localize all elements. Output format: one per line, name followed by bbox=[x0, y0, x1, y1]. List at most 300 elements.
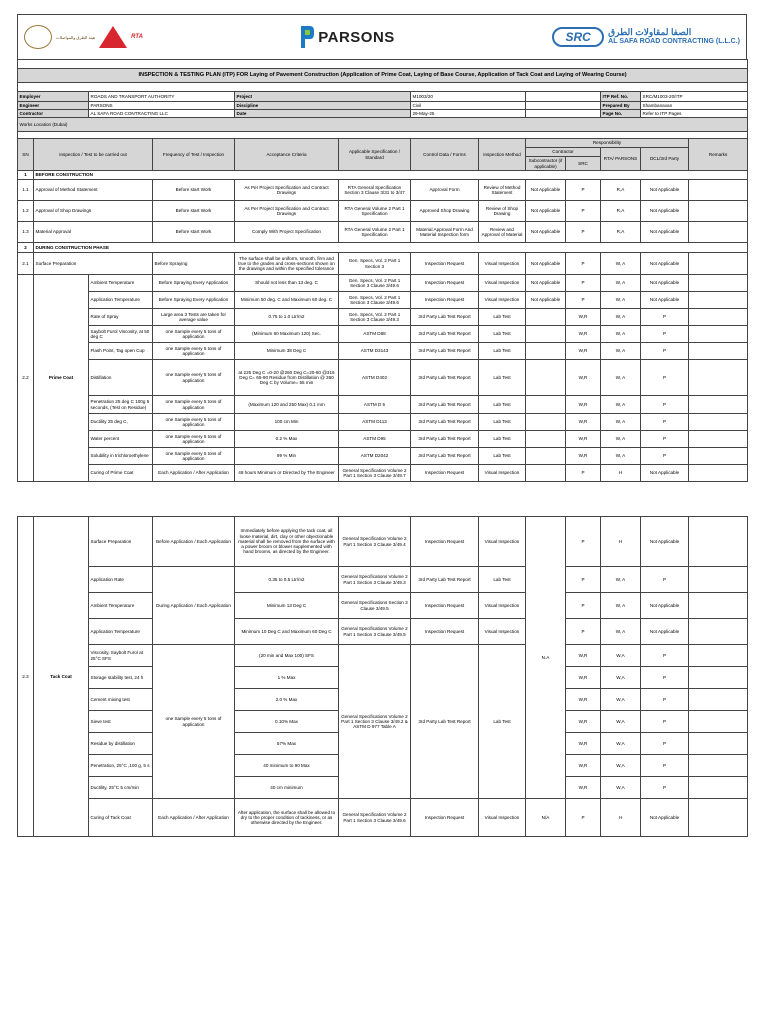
row-src: P bbox=[566, 465, 601, 482]
row-src: P bbox=[566, 222, 601, 243]
row-method: Lab Test bbox=[479, 343, 526, 360]
row-item: Surface Preparation bbox=[34, 253, 153, 275]
row-acceptance: As Per Project Specification and Contract Drawings bbox=[235, 201, 339, 222]
row-acceptance: 0.75 to 1.0 Ltr/m2 bbox=[235, 309, 339, 326]
row-dcl: P bbox=[641, 689, 689, 711]
row-rta: W, A bbox=[601, 567, 641, 593]
engineer-label: Engineer bbox=[18, 102, 89, 110]
row-item: Ambient Temperature bbox=[89, 593, 153, 619]
src-badge: SRC bbox=[552, 27, 604, 47]
row-remarks bbox=[689, 667, 748, 689]
col-spec: Applicable Specification / Standard bbox=[339, 139, 411, 171]
row-spec: ASTM D95 bbox=[339, 431, 411, 448]
table-row bbox=[18, 326, 748, 343]
row-rta: W, A bbox=[601, 619, 641, 645]
row-rta: H bbox=[601, 465, 641, 482]
tack-coat-label: Tack Coat bbox=[34, 517, 89, 837]
row-dcl: P bbox=[641, 309, 689, 326]
row-src: P bbox=[566, 292, 601, 309]
row-remarks bbox=[689, 309, 748, 326]
row-item: Flash Point, Tag open Cup bbox=[89, 343, 153, 360]
row-frequency: Each Application / After Application bbox=[153, 465, 235, 482]
row-subcontractor bbox=[526, 360, 566, 396]
row-rta: W,A bbox=[601, 689, 641, 711]
section-1-number: 1 bbox=[18, 171, 34, 180]
row-item: Application Rate bbox=[89, 567, 153, 593]
row-rta: W, A bbox=[601, 414, 641, 431]
row-control: Inspection Request bbox=[411, 292, 479, 309]
row-item: Application Temperature bbox=[89, 619, 153, 645]
parsons-wordmark: PARSONS bbox=[318, 28, 395, 46]
row-item: Rate of Spray bbox=[89, 309, 153, 326]
row-item: Saybolt Furol Viscosity, at 50 deg C bbox=[89, 326, 153, 343]
col-src: SRC bbox=[566, 157, 601, 171]
row-sn: 1.1 bbox=[18, 180, 34, 201]
row-acceptance: Should not less than 13 deg. C bbox=[235, 275, 339, 292]
row-control: 3rd Party Lab Test Report bbox=[411, 326, 479, 343]
row-src: P bbox=[566, 180, 601, 201]
row-dcl: Not Applicable bbox=[641, 222, 689, 243]
row-src: W,R bbox=[566, 431, 601, 448]
row-remarks bbox=[689, 799, 748, 837]
col-dcl: DCL/3rd Party bbox=[641, 148, 689, 171]
table-row bbox=[18, 431, 748, 448]
row-spec: General Specifications Volume 2 Part 1 Section 3 Clause 3/49.3 bbox=[339, 567, 411, 593]
row-item: Curing of Tack Coat bbox=[89, 799, 153, 837]
row-src: P bbox=[566, 201, 601, 222]
prepared-label: Prepared By bbox=[601, 102, 641, 110]
row-spec: ASTM D3143 bbox=[339, 343, 411, 360]
contractor-label: Contractor bbox=[18, 110, 89, 118]
row-src: W,R bbox=[566, 326, 601, 343]
row-remarks bbox=[689, 645, 748, 667]
row-control: Inspection Request bbox=[411, 465, 479, 482]
row-rta: W, A bbox=[601, 431, 641, 448]
row-spec: ASTM D402 bbox=[339, 360, 411, 396]
logo-header bbox=[17, 14, 747, 59]
row-control: 3rd Party Lab Test Report bbox=[411, 414, 479, 431]
table-row bbox=[18, 343, 748, 360]
row-rta: H bbox=[601, 799, 641, 837]
discipline-label: Discipline bbox=[235, 102, 411, 110]
row-acceptance: 40 cm minimum bbox=[235, 777, 339, 799]
table-row bbox=[18, 222, 748, 243]
table-row bbox=[18, 517, 748, 567]
itp-ref-label: ITP Ref. No. bbox=[601, 92, 641, 102]
row-spec: General Specifications Volume 2 Part 1 Section 3 Clause 3/49.2 & ASTM D 977 Table A bbox=[339, 645, 411, 799]
row-dcl: P bbox=[641, 567, 689, 593]
section-2-number: 2 bbox=[18, 243, 34, 253]
table-row bbox=[18, 253, 748, 275]
table-row bbox=[18, 448, 748, 465]
row-rta: W, A bbox=[601, 593, 641, 619]
row-frequency: Large area 3 Tests are taken for average value bbox=[153, 309, 235, 326]
row-rta: W, A bbox=[601, 396, 641, 414]
row-remarks bbox=[689, 222, 748, 243]
row-src: P bbox=[566, 517, 601, 567]
row-control: 3rd Party Lab Test Report bbox=[411, 431, 479, 448]
row-rta: W,A bbox=[601, 711, 641, 733]
row-rta: W, A bbox=[601, 448, 641, 465]
parsons-logo bbox=[300, 26, 395, 48]
row-subcontractor: Not Applicable bbox=[526, 222, 566, 243]
col-rta-parsons: RTA/ PARSONS bbox=[601, 148, 641, 171]
row-item: Material Approval bbox=[34, 222, 153, 243]
row-control: 3rd Party Lab Test Report bbox=[411, 645, 479, 799]
col-contractor: Contractor bbox=[526, 148, 601, 157]
employer-value: ROADS AND TRANSPORT AUTHORITY bbox=[89, 92, 235, 102]
prime-coat-label: Prime Coat bbox=[34, 275, 89, 482]
row-acceptance: 0.2 % Max bbox=[235, 431, 339, 448]
row-acceptance: Immediately before applying the tack coat, all loose material, dirt, clay or other objectionable material shall be removed from the surface with a power broom or blower supplemented with hand brooms, as directed by the Engineer. bbox=[235, 517, 339, 567]
row-dcl: P bbox=[641, 733, 689, 755]
row-control: 3rd Party Lab Test Report bbox=[411, 567, 479, 593]
row-frequency: Before start Work bbox=[153, 180, 235, 201]
row-dcl: P bbox=[641, 667, 689, 689]
row-control: Inspection Request bbox=[411, 593, 479, 619]
row-dcl: Not Applicable bbox=[641, 275, 689, 292]
row-spec: Gen. Specs, Vol. 2 Part 1 Section 3 Clause 3/49.6 bbox=[339, 275, 411, 292]
row-control: Approved Shop Drawing bbox=[411, 201, 479, 222]
row-item: Curing of Prime Coat bbox=[89, 465, 153, 482]
row-control: 3rd Party Lab Test Report bbox=[411, 360, 479, 396]
row-spec: General Specifications Volume 2 Part 1 Section 3 Clause 3/49.5 bbox=[339, 619, 411, 645]
row-dcl: P bbox=[641, 360, 689, 396]
row-acceptance: After application, the surface shall be allowed to dry to the proper condition of tackiness, or as otherwise directed by the Engineer. bbox=[235, 799, 339, 837]
row-acceptance: (Minimum 60 Maximum 120) Sec. bbox=[235, 326, 339, 343]
row-src: W,R bbox=[566, 755, 601, 777]
row-method: Visual Inspection bbox=[479, 292, 526, 309]
row-acceptance: Comply With Project Specification bbox=[235, 222, 339, 243]
table-row bbox=[18, 180, 748, 201]
row-acceptance: Minimum 50 deg. C and Maximum 60 deg. C bbox=[235, 292, 339, 309]
row-dcl: Not Applicable bbox=[641, 180, 689, 201]
section-2-title: DURING CONSTRUCTION PHASE bbox=[34, 243, 748, 253]
page-value: Refer to ITP Pages bbox=[641, 110, 748, 118]
row-sn: 1.2 bbox=[18, 201, 34, 222]
table-row bbox=[18, 309, 748, 326]
row-remarks bbox=[689, 360, 748, 396]
contractor-value: AL SAFA ROAD CONTRACTING LLC bbox=[89, 110, 235, 118]
row-dcl: Not Applicable bbox=[641, 465, 689, 482]
row-dcl: P bbox=[641, 343, 689, 360]
row-rta: W,A bbox=[601, 755, 641, 777]
project-label: Project bbox=[235, 92, 411, 102]
src-arabic-name: الصفا لمقاولات الطرق bbox=[608, 27, 692, 38]
row-acceptance: 0.10% Max bbox=[235, 711, 339, 733]
row-subcontractor bbox=[526, 448, 566, 465]
row-subcontractor: Not Applicable bbox=[526, 292, 566, 309]
row-control: Inspection Request bbox=[411, 517, 479, 567]
row-remarks bbox=[689, 253, 748, 275]
date-value: 29-May-25 bbox=[411, 110, 526, 118]
row-item: Ductility, 25°C 5 cm/min bbox=[89, 777, 153, 799]
row-remarks bbox=[689, 326, 748, 343]
prime-coat-rows bbox=[18, 275, 748, 482]
row-method: Visual Inspection bbox=[479, 465, 526, 482]
row-src: W,R bbox=[566, 360, 601, 396]
row-frequency: Before start Work bbox=[153, 222, 235, 243]
row-src: P bbox=[566, 799, 601, 837]
row-acceptance: 99 % Min bbox=[235, 448, 339, 465]
row-dcl: Not Applicable bbox=[641, 619, 689, 645]
row-control: 3rd Party Lab Test Report bbox=[411, 343, 479, 360]
row-rta: W, A bbox=[601, 253, 641, 275]
row-spec: RTA General Volume 2 Part 1 Specification bbox=[339, 222, 411, 243]
row-remarks bbox=[689, 201, 748, 222]
row-src: W,R bbox=[566, 448, 601, 465]
row-remarks bbox=[689, 517, 748, 567]
row-control: Inspection Request bbox=[411, 799, 479, 837]
project-value: M1003/20 bbox=[411, 92, 526, 102]
row-method: Visual Inspection bbox=[479, 275, 526, 292]
row-remarks bbox=[689, 292, 748, 309]
row-subcontractor: Not Applicable bbox=[526, 180, 566, 201]
table-row bbox=[18, 465, 748, 482]
row-subcontractor: N.A bbox=[526, 517, 566, 799]
row-remarks bbox=[689, 343, 748, 360]
row-acceptance: (Maximum 120 and 250 Max) 0.1 mm bbox=[235, 396, 339, 414]
row-rta: R,A bbox=[601, 222, 641, 243]
row-src: W,R bbox=[566, 343, 601, 360]
row-dcl: P bbox=[641, 711, 689, 733]
row-frequency: one Sample every 5 tons of application bbox=[153, 360, 235, 396]
row-remarks bbox=[689, 448, 748, 465]
row-spec: RTA General Specification Section 3 Clause 3/31 to 3/47 bbox=[339, 180, 411, 201]
table-row bbox=[18, 799, 748, 837]
row-src: P bbox=[566, 619, 601, 645]
row-subcontractor bbox=[526, 309, 566, 326]
row-acceptance: 0.35 to 0.5 Ltr/m2 bbox=[235, 567, 339, 593]
row-spec: General Specification Volume 2 Part 1 Section 3 Clause 3/49.7 bbox=[339, 465, 411, 482]
table-row bbox=[18, 292, 748, 309]
table-row bbox=[18, 396, 748, 414]
row-rta: W,A bbox=[601, 777, 641, 799]
prime-coat-sn: 2.2 bbox=[18, 275, 34, 482]
row-rta: W, A bbox=[601, 343, 641, 360]
row-acceptance: 100 cm Min bbox=[235, 414, 339, 431]
row-rta: W, A bbox=[601, 360, 641, 396]
row-spec: Gen. Specs, Vol. 2 Part 1 Section 3 bbox=[339, 253, 411, 275]
row-item: Application Temperature bbox=[89, 292, 153, 309]
col-control: Control Data / Forms bbox=[411, 139, 479, 171]
row-remarks bbox=[689, 275, 748, 292]
row-spec: ASTM D2042 bbox=[339, 448, 411, 465]
row-dcl: P bbox=[641, 777, 689, 799]
row-frequency: Before Application / Each Application bbox=[153, 517, 235, 567]
row-dcl: P bbox=[641, 645, 689, 667]
row-acceptance: The surface shall be uniform, smooth, firm and true to the grades and cross-sections shown on the drawings and within the specified tolerance bbox=[235, 253, 339, 275]
row-acceptance: 40 minimum to 90 Max bbox=[235, 755, 339, 777]
row-sn: 2.1 bbox=[18, 253, 34, 275]
employer-label: Employer bbox=[18, 92, 89, 102]
col-acceptance: Acceptance Criteria bbox=[235, 139, 339, 171]
row-frequency: Before Spraying Every Application bbox=[153, 275, 235, 292]
row-rta: W,A bbox=[601, 645, 641, 667]
row-acceptance: (20 min and Max 100) SFS bbox=[235, 645, 339, 667]
row-src: W,R bbox=[566, 414, 601, 431]
row-rta: W, A bbox=[601, 326, 641, 343]
row-subcontractor bbox=[526, 431, 566, 448]
row-frequency: Before Spraying bbox=[153, 253, 235, 275]
row-item: Surface Preparation bbox=[89, 517, 153, 567]
table-row bbox=[18, 414, 748, 431]
row-spec: General Specification Volume 2 Part 1 Section 3 Clause 3/49.4 bbox=[339, 517, 411, 567]
row-rta: W,A bbox=[601, 667, 641, 689]
row-item: Penetration 25 deg C 100g 5 seconds, (Test on Residue) bbox=[89, 396, 153, 414]
row-subcontractor bbox=[526, 343, 566, 360]
row-control: 3rd Party Lab Test Report bbox=[411, 309, 479, 326]
row-acceptance: 48 hours Minimum or Directed by The Engineer bbox=[235, 465, 339, 482]
row-acceptance: 1 % Max bbox=[235, 667, 339, 689]
page-label: Page No. bbox=[601, 110, 641, 118]
row-item: Viscosity, Saybolt Furol at 25°C SFS bbox=[89, 645, 153, 667]
row-dcl: P bbox=[641, 326, 689, 343]
client-logos bbox=[24, 25, 143, 49]
row-method: Visual Inspection bbox=[479, 799, 526, 837]
row-frequency: one Sample every 5 tons of application bbox=[153, 431, 235, 448]
row-method: Visual Inspection bbox=[479, 517, 526, 567]
row-remarks bbox=[689, 465, 748, 482]
row-remarks bbox=[689, 777, 748, 799]
row-rta: R,A bbox=[601, 180, 641, 201]
document-title: INSPECTION & TESTING PLAN (ITP) FOR Laying of Pavement Construction (Application of Prime Coat, Laying of Base Course, Application of Tack Coat and Laying of Wearing Course) bbox=[18, 69, 748, 83]
rta-arabic-caption: هيئة الطرق والمواصلات bbox=[56, 34, 96, 40]
row-rta: W, A bbox=[601, 309, 641, 326]
row-control: Inspection Request bbox=[411, 275, 479, 292]
row-item: Approval of Method Statement bbox=[34, 180, 153, 201]
row-rta: W, A bbox=[601, 292, 641, 309]
tack-coat-rows bbox=[18, 517, 748, 837]
row-item: Residue by distillation bbox=[89, 733, 153, 755]
col-frequency: Frequency of Test / Inspection bbox=[153, 139, 235, 171]
row-frequency: Before start Work bbox=[153, 201, 235, 222]
row-src: W,R bbox=[566, 777, 601, 799]
table-row bbox=[18, 567, 748, 593]
row-control: Inspection Request bbox=[411, 253, 479, 275]
row-method: Review of Shop Drawing bbox=[479, 201, 526, 222]
row-item: Distillation bbox=[89, 360, 153, 396]
row-dcl: Not Applicable bbox=[641, 201, 689, 222]
row-item: Ductility 25 deg C, bbox=[89, 414, 153, 431]
row-method: Lab Test bbox=[479, 448, 526, 465]
table-row bbox=[18, 619, 748, 645]
date-label: Date bbox=[235, 110, 411, 118]
row-dcl: Not Applicable bbox=[641, 292, 689, 309]
row-method: Review of Method Statement bbox=[479, 180, 526, 201]
row-subcontractor: Not Applicable bbox=[526, 275, 566, 292]
row-subcontractor: Not Applicable bbox=[526, 201, 566, 222]
row-frequency: one Sample every 5 tons of application bbox=[153, 448, 235, 465]
dubai-government-logo bbox=[24, 25, 52, 49]
row-acceptance: at 225 Deg C =0-20 @260 Deg C=20-60 @316 Deg C= 65-90 Residue from Distillation @ 360 Deg C by Volume= 55 min bbox=[235, 360, 339, 396]
row-dcl: Not Applicable bbox=[641, 799, 689, 837]
row-remarks bbox=[689, 619, 748, 645]
row-method: Lab Test bbox=[479, 360, 526, 396]
row-dcl: P bbox=[641, 755, 689, 777]
table-row bbox=[18, 593, 748, 619]
itp-table-tack-coat bbox=[17, 516, 748, 837]
col-remarks: Remarks bbox=[689, 139, 748, 171]
row-subcontractor bbox=[526, 414, 566, 431]
row-item: Solubility in trichloroethylene bbox=[89, 448, 153, 465]
row-dcl: Not Applicable bbox=[641, 253, 689, 275]
works-location: Works Location (Dubai) bbox=[18, 118, 748, 132]
row-subcontractor bbox=[526, 396, 566, 414]
row-spec: General Specification Volume 2 Part 1 Section 3 Clause 3/49.6 bbox=[339, 799, 411, 837]
row-control: Approval Form bbox=[411, 180, 479, 201]
table-row bbox=[18, 360, 748, 396]
row-acceptance: As Per Project Specification and Contract Drawings bbox=[235, 180, 339, 201]
row-method: Lab Test bbox=[479, 309, 526, 326]
row-method: Lab Test bbox=[479, 567, 526, 593]
row-sn: 1.3 bbox=[18, 222, 34, 243]
row-frequency: During Application / Each Application bbox=[153, 567, 235, 645]
row-control: Inspection Request bbox=[411, 619, 479, 645]
row-rta: H bbox=[601, 517, 641, 567]
discipline-value: Civil bbox=[411, 102, 526, 110]
row-item: Cement mixing test bbox=[89, 689, 153, 711]
row-method: Visual Inspection bbox=[479, 619, 526, 645]
row-frequency: Each Application / After Application bbox=[153, 799, 235, 837]
row-dcl: Not Applicable bbox=[641, 593, 689, 619]
prepared-value: Shambanavan bbox=[641, 102, 748, 110]
row-item: Sieve test bbox=[89, 711, 153, 733]
row-frequency: one Sample every 5 tons of application bbox=[153, 326, 235, 343]
row-method: Visual Inspection bbox=[479, 593, 526, 619]
row-rta: R,A bbox=[601, 201, 641, 222]
row-method: Lab Test bbox=[479, 414, 526, 431]
row-spec: ASTM D113 bbox=[339, 414, 411, 431]
row-acceptance: 57% Max bbox=[235, 733, 339, 755]
row-src: W,R bbox=[566, 396, 601, 414]
row-dcl: P bbox=[641, 448, 689, 465]
row-item: Water percent bbox=[89, 431, 153, 448]
engineer-value: PARSONS bbox=[89, 102, 235, 110]
row-src: P bbox=[566, 567, 601, 593]
row-method: Visual Inspection bbox=[479, 253, 526, 275]
row-dcl: Not Applicable bbox=[641, 517, 689, 567]
row-remarks bbox=[689, 396, 748, 414]
src-company-name: AL SAFA ROAD CONTRACTING (L.L.C.) bbox=[608, 38, 740, 46]
col-inspection: Inspection / Test to be carried out bbox=[34, 139, 153, 171]
row-remarks bbox=[689, 711, 748, 733]
row-dcl: P bbox=[641, 414, 689, 431]
row-subcontractor bbox=[526, 465, 566, 482]
row-control: 3rd Party Lab Test Report bbox=[411, 396, 479, 414]
row-rta: W, A bbox=[601, 275, 641, 292]
col-responsibility: Responsibility bbox=[526, 139, 689, 148]
table-row bbox=[18, 201, 748, 222]
row-acceptance: 2.0 % Max bbox=[235, 689, 339, 711]
row-method: Lab Test bbox=[479, 396, 526, 414]
row-src: W,R bbox=[566, 689, 601, 711]
row-remarks bbox=[689, 689, 748, 711]
row-spec: General Specifications Section 3 Clause 3/49.5 bbox=[339, 593, 411, 619]
row-subcontractor: Not Applicable bbox=[526, 253, 566, 275]
row-control: 3rd Party Lab Test Report bbox=[411, 448, 479, 465]
row-item: Penetration, 25°C ,100 g, 5 s bbox=[89, 755, 153, 777]
row-spec: RTA General Volume 2 Part 1 Specification bbox=[339, 201, 411, 222]
row-acceptance: Minimum 10 Deg C and Maximum 60 Deg C bbox=[235, 619, 339, 645]
col-method: Inspection Method bbox=[479, 139, 526, 171]
parsons-p-icon bbox=[300, 26, 314, 48]
row-src: P bbox=[566, 253, 601, 275]
row-src: P bbox=[566, 275, 601, 292]
row-subcontractor bbox=[526, 326, 566, 343]
row-frequency: one Sample every 5 tons of application bbox=[153, 645, 235, 799]
col-subcontractor: Subcontractor (if applicable) bbox=[526, 157, 566, 171]
